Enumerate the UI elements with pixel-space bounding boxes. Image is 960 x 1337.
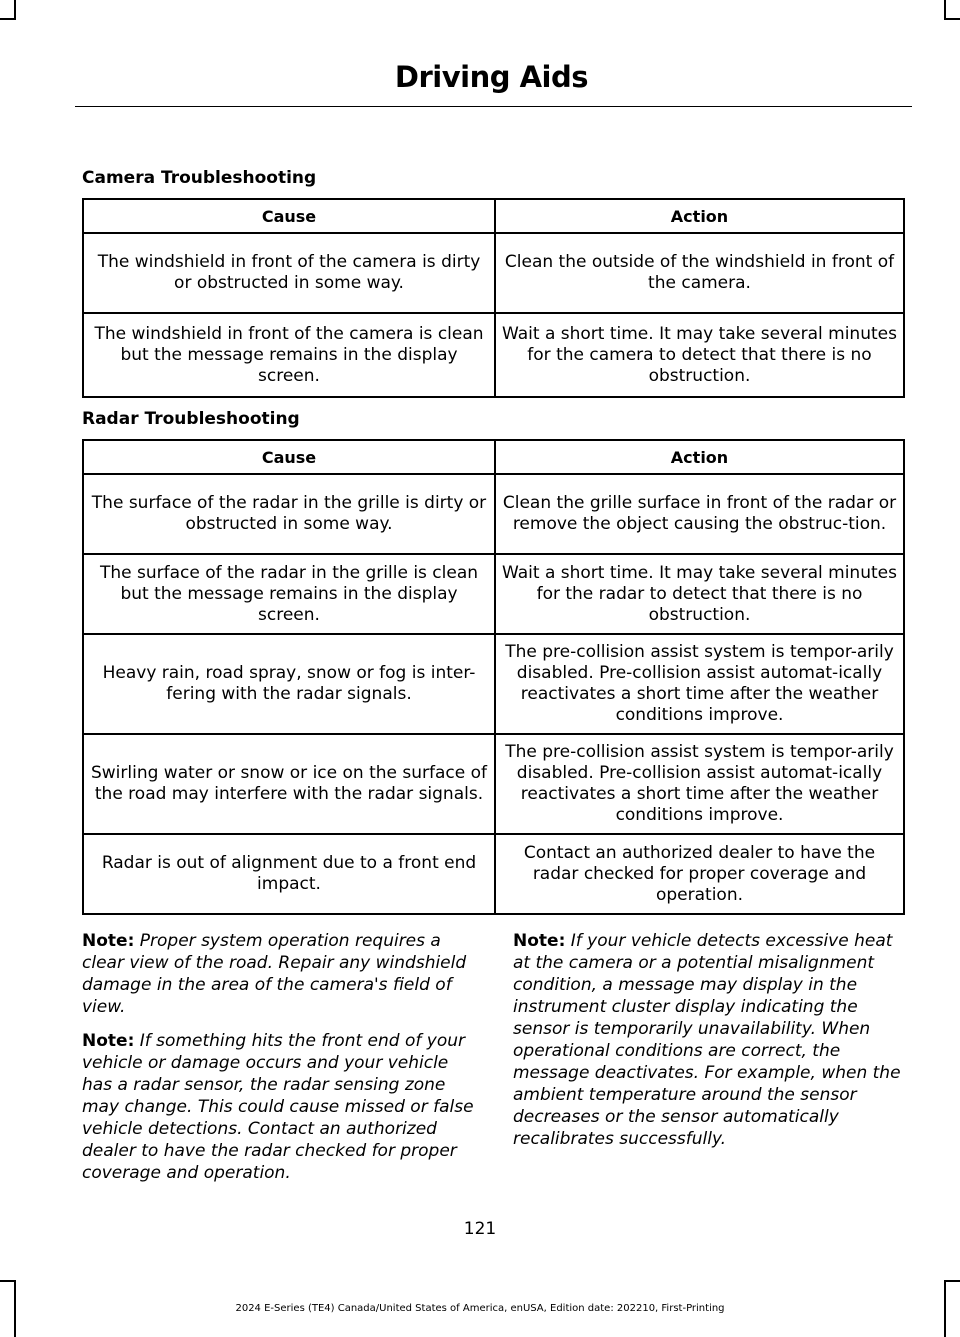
crop-mark: [0, 1280, 16, 1282]
column-header-action: Action: [495, 199, 904, 233]
cause-cell: The windshield in front of the camera is dirty or obstructed in some way.: [83, 233, 495, 313]
note-text: Proper system operation requires a clear view of the road. Repair any windshield damage in the area of the camera's field of view.: [82, 931, 467, 1017]
action-cell: The pre-collision assist system is tempor-arily disabled. Pre-collision assist automat-ically reactivates a short time after the weather conditions improve.: [495, 734, 904, 834]
crop-mark: [944, 0, 946, 20]
crop-mark: [14, 0, 16, 20]
table-row: [83, 474, 904, 554]
action-cell: The pre-collision assist system is tempor-arily disabled. Pre-collision assist automat-ically reactivates a short time after the weather conditions improve.: [495, 634, 904, 734]
crop-mark: [944, 18, 960, 20]
note-text: If something hits the front end of your vehicle or damage occurs and your vehicle has a radar sensor, the radar sensing zone may change. This could cause missed or false vehicle detections. Contact an authorized dealer to have the radar checked for proper coverage and operation.: [82, 1031, 474, 1183]
camera-section-title: Camera Troubleshooting: [82, 168, 317, 188]
table-row: [83, 233, 904, 313]
table-row: [83, 554, 904, 634]
radar-section-title: Radar Troubleshooting: [82, 409, 300, 429]
note-paragraph: [513, 930, 911, 1150]
action-cell: Wait a short time. It may take several minutes for the radar to detect that there is no obstruction.: [495, 554, 904, 634]
camera-troubleshooting-table: [82, 198, 905, 398]
action-cell: Clean the grille surface in front of the radar or remove the object causing the obstruc-tion.: [495, 474, 904, 554]
column-header-action: Action: [495, 440, 904, 474]
page-title: Driving Aids: [394, 60, 588, 94]
action-cell: Contact an authorized dealer to have the radar checked for proper coverage and operation.: [495, 834, 904, 914]
table-header-row: [83, 199, 904, 233]
page-number: 121: [463, 1219, 497, 1239]
note-label: Note:: [82, 1031, 135, 1051]
note-label: Note:: [513, 931, 566, 951]
page-footer: 2024 E-Series (TE4) Canada/United States of America, enUSA, Edition date: 202210, First-Printing: [235, 1303, 725, 1314]
cause-cell: The surface of the radar in the grille is clean but the message remains in the display screen.: [83, 554, 495, 634]
cause-cell: The windshield in front of the camera is clean but the message remains in the display screen.: [83, 313, 495, 397]
action-cell: Clean the outside of the windshield in front of the camera.: [495, 233, 904, 313]
cause-cell: Radar is out of alignment due to a front end impact.: [83, 834, 495, 914]
table-row: [83, 734, 904, 834]
radar-troubleshooting-table: [82, 439, 905, 915]
table-row: [83, 634, 904, 734]
notes-right-column: [513, 930, 911, 1162]
header-divider: [75, 106, 912, 107]
cause-cell: The surface of the radar in the grille is dirty or obstructed in some way.: [83, 474, 495, 554]
note-text: If your vehicle detects excessive heat at the camera or a potential misalignment condition, a message may display in the instrument cluster display indicating the sensor is temporarily unavailability. When operational conditions are correct, the message deactivates. For example, when the ambient temperature around the sensor decreases or the sensor automatically recalibrates successfully.: [513, 931, 901, 1149]
note-paragraph: [82, 1030, 480, 1184]
crop-mark: [944, 1280, 960, 1282]
cause-cell: Heavy rain, road spray, snow or fog is inter-fering with the radar signals.: [83, 634, 495, 734]
column-header-cause: Cause: [83, 199, 495, 233]
column-header-cause: Cause: [83, 440, 495, 474]
note-paragraph: [82, 930, 480, 1018]
action-cell: Wait a short time. It may take several minutes for the camera to detect that there is no obstruction.: [495, 313, 904, 397]
crop-mark: [0, 18, 16, 20]
table-row: [83, 834, 904, 914]
table-header-row: [83, 440, 904, 474]
note-label: Note:: [82, 931, 135, 951]
table-row: [83, 313, 904, 397]
notes-left-column: [82, 930, 480, 1196]
cause-cell: Swirling water or snow or ice on the surface of the road may interfere with the radar signals.: [83, 734, 495, 834]
